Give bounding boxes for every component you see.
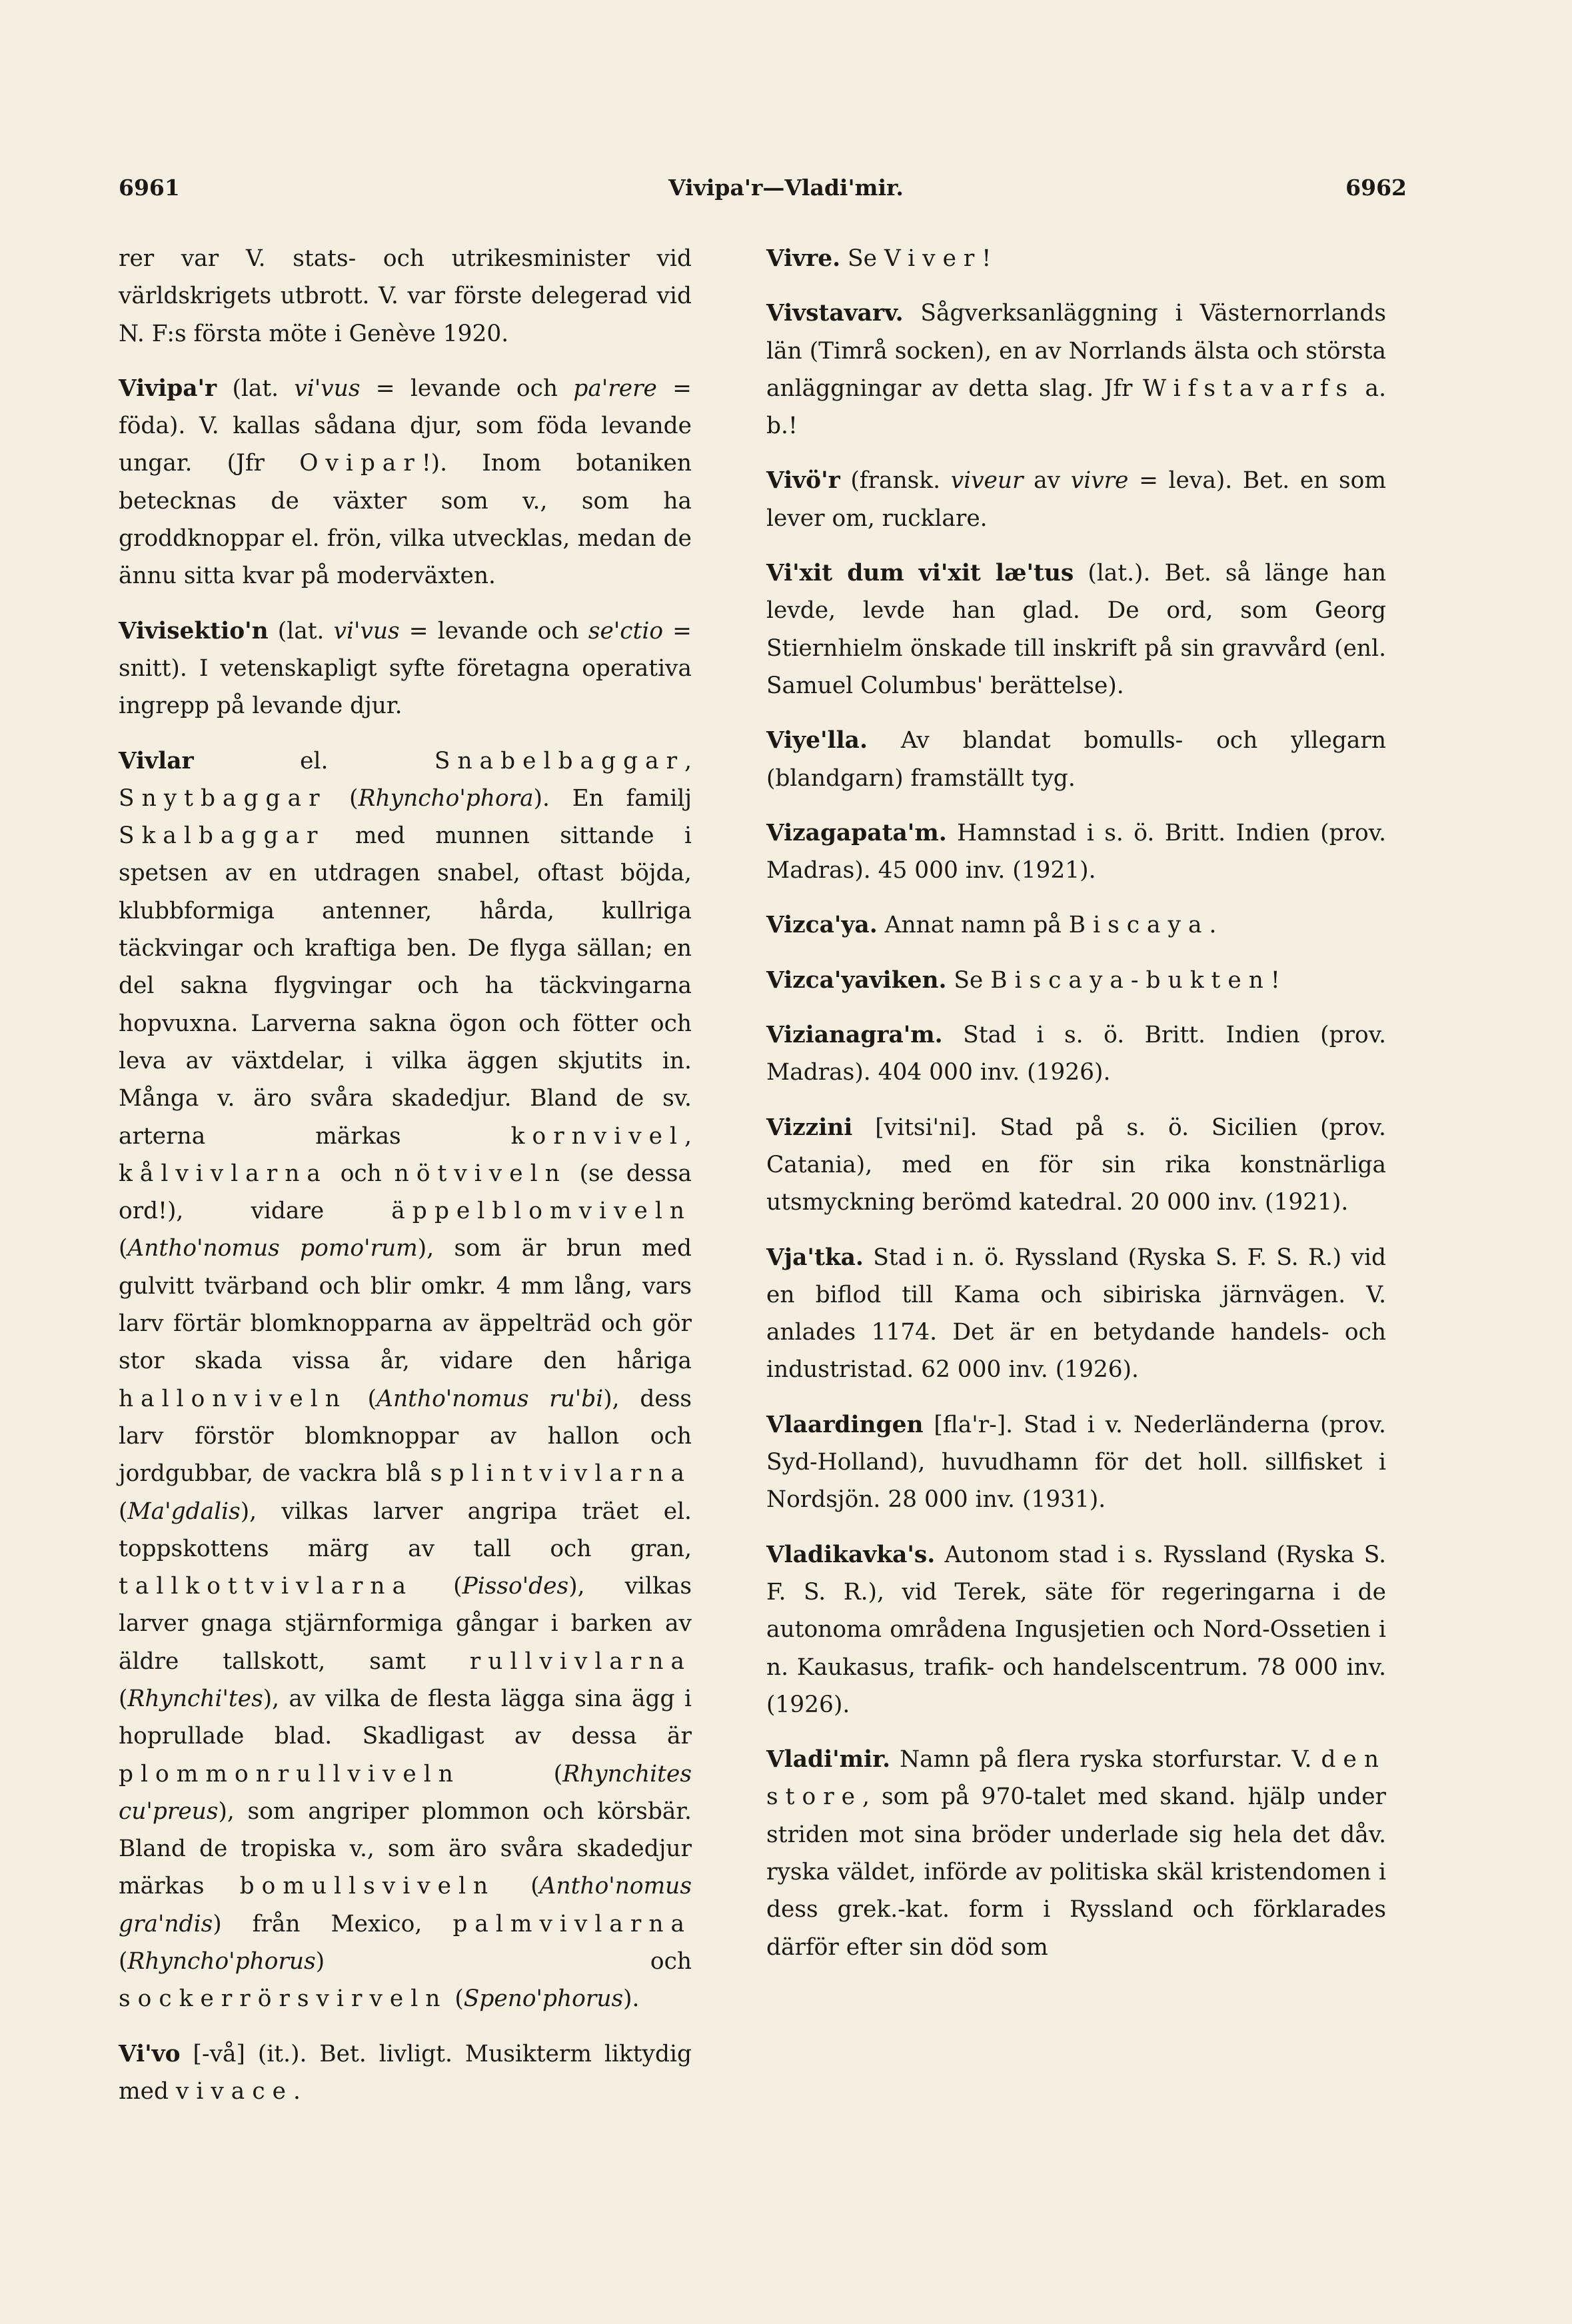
entry-text: !: [982, 245, 992, 272]
entry-text: (: [327, 784, 359, 812]
spaced-term: Snabelbaggar: [434, 747, 685, 774]
italic-term: vi'vus: [294, 375, 361, 402]
spaced-term: Skalbaggar: [119, 822, 325, 850]
entry-headword: Vivipa'r: [119, 375, 217, 402]
entry-headword: Vlaardingen: [766, 1411, 924, 1438]
left-column: [119, 240, 692, 2127]
entry-text: (: [460, 1760, 563, 1787]
italic-term: Rhyncho'phora: [358, 784, 534, 812]
spaced-term: kålvivlarna: [119, 1160, 328, 1187]
entry-headword: Viye'lla.: [766, 727, 868, 754]
entry-text: (: [495, 1873, 540, 1900]
entry-text: (: [413, 1573, 462, 1600]
dictionary-entry: [766, 722, 1386, 797]
italic-term: Rhynchites cu'preus: [119, 1760, 692, 1825]
spaced-term: tallkottvivlarna: [119, 1573, 414, 1600]
italic-term: Rhyncho'phorus: [127, 1948, 316, 1975]
entry-text: a. b.!: [766, 375, 1386, 440]
entry-headword: Vi'xit dum vi'xit læ'tus: [766, 560, 1074, 587]
dictionary-entry: [766, 555, 1386, 704]
entry-headword: Vi'vo: [119, 2040, 181, 2067]
entry-headword: Vivstavarv.: [766, 300, 904, 327]
italic-term: Rhynchi'tes: [127, 1685, 263, 1712]
spaced-term: Biscaya-bukten: [990, 966, 1271, 994]
italic-term: Antho'nomus gra'ndis: [119, 1873, 692, 1937]
dictionary-entry: [766, 1536, 1386, 1724]
entry-text: Stad i s. ö. Britt. Indien (prov. Madras). 404 000 inv. (1926).: [766, 1022, 1386, 1086]
entry-text: (: [119, 1948, 128, 1975]
dictionary-entry: [119, 742, 692, 2018]
italic-term: se'ctio: [588, 617, 664, 644]
entry-text: (: [447, 1985, 464, 2013]
entry-text: [fla'r-]. Stad i v. Nederländerna (prov. Syd-Holland), huvudhamn för det holl. sillfisket i Nordsjön. 28 000 inv. (1931).: [766, 1411, 1386, 1514]
italic-term: viveur: [950, 467, 1024, 495]
entry-text: !). Inom botaniken betecknas de växter som v., som ha groddknoppar el. frön, vilka utvecklas, medan de ännu sitta kvar på moderväxten.: [119, 450, 692, 590]
right-column: [766, 240, 1386, 1983]
italic-term: Ma'gdalis: [127, 1498, 241, 1525]
dictionary-entry: [119, 240, 692, 353]
entry-text: ), som är brun med gulvitt tvärband och blir omkr. 4 mm lång, vars larv förtär blomknopparna av äppelträd och gör stor skada vissa år, vidare den håriga: [119, 1235, 692, 1375]
spaced-term: den store: [766, 1746, 1386, 1811]
entry-headword: Vladikavka's.: [766, 1541, 936, 1568]
page-header: [0, 175, 1572, 208]
entry-text: = levande och: [360, 375, 574, 402]
entry-text: (lat.: [268, 617, 334, 644]
entry-text: ) från Mexico,: [213, 1910, 453, 1937]
entry-text: !: [1270, 966, 1280, 994]
page-number-left: 6961: [119, 175, 180, 201]
spaced-term: bomullsviveln: [239, 1873, 496, 1900]
entry-text: Se: [840, 245, 884, 272]
entry-text: el.: [193, 747, 434, 774]
spaced-term: äppelblomviveln: [391, 1198, 692, 1225]
entry-text: (lat.). Bet. så länge han levde, levde han glad. De ord, som Georg Stiernhielm önskade till inskrift på sin gravvård (enl. Samuel Columbus' berättelse).: [766, 560, 1386, 699]
dictionary-entry: [766, 962, 1386, 999]
spaced-term: vivace: [175, 2077, 293, 2105]
spaced-term: sockerrörsvirveln: [119, 1985, 448, 2013]
entry-text: ) och: [315, 1948, 692, 1975]
entry-text: Annat namn på: [877, 912, 1069, 939]
entry-text: = levande och: [399, 617, 588, 644]
entry-headword: Vizianagra'm.: [766, 1022, 943, 1049]
spaced-term: Biscaya: [1068, 912, 1209, 939]
entry-text: .: [1209, 912, 1217, 939]
entry-text: (fransk.: [840, 467, 951, 495]
entry-headword: Vizzini: [766, 1114, 853, 1141]
spaced-term: hallonviveln: [119, 1385, 347, 1412]
italic-term: Antho'nomus pomo'rum: [127, 1235, 418, 1262]
dictionary-entry: [119, 370, 692, 595]
entry-text: ,: [684, 747, 692, 774]
entry-headword: Vizca'ya.: [766, 912, 878, 939]
italic-term: vivre: [1070, 467, 1129, 495]
entry-text: , som på 970-talet med skand. hjälp under striden mot sina bröder underlade sig hela det dåv. ryska väldet, införde av politiska skäl kristendomen i dess grek.-kat. form i Ryssland och förklarades därför efter sin död som: [766, 1783, 1386, 1961]
italic-term: vi'vus: [333, 617, 400, 644]
entry-text: Stad i n. ö. Ryssland (Ryska S. F. S. R.) vid en biflod till Kama och sibiriska järnvägen. V. anlades 1174. Det är en betydande handels- och industristad. 62 000 inv. (1926).: [766, 1244, 1386, 1384]
spaced-term: plommonrullviveln: [119, 1760, 460, 1787]
dictionary-entry: [119, 2035, 692, 2111]
italic-term: Antho'nomus ru'bi: [377, 1385, 604, 1412]
dictionary-entry: [119, 612, 692, 725]
entry-text: Autonom stad i s. Ryssland (Ryska S. F. S. R.), vid Terek, säte för regeringarna i de autonoma områdena Ingusjetien och Nord-Ossetien i n. Kaukasus, trafik- och handelscentrum. 78 000 inv. (1926).: [766, 1541, 1386, 1718]
entry-text: Sågverksanläggning i Västernorrlands län (Timrå socken), en av Norrlands älsta och största anläggningar av detta slag. Jfr: [766, 300, 1386, 402]
italic-term: Speno'phorus: [463, 1985, 624, 2013]
dictionary-entry: [766, 295, 1386, 445]
spaced-term: Ovipar: [299, 450, 422, 477]
entry-text: (lat.: [217, 375, 295, 402]
spaced-term: rullvivlarna: [469, 1648, 692, 1675]
spaced-term: Wifstavarfs: [1142, 375, 1355, 402]
entry-headword: Vladi'mir.: [766, 1746, 891, 1773]
entry-headword: Vivlar: [119, 747, 194, 774]
entry-text: Av blandat bomulls- och yllegarn (blandgarn) framställt tyg.: [766, 727, 1386, 792]
italic-term: Pisso'des: [462, 1573, 569, 1600]
entry-headword: Vivisektio'n: [119, 617, 269, 644]
entry-text: (: [347, 1385, 377, 1412]
spaced-term: splintvivlarna: [430, 1460, 692, 1488]
dictionary-entry: [766, 1239, 1386, 1389]
entry-text: = snitt). I vetenskapligt syfte företagna operativa ingrepp på levande djur.: [119, 617, 692, 720]
dictionary-entry: [766, 1109, 1386, 1222]
entry-text: [-vå] (it.). Bet. livligt. Musikterm liktydig med: [119, 2040, 692, 2105]
spaced-term: kornvivel: [510, 1122, 685, 1150]
dictionary-entry: [766, 1406, 1386, 1519]
spaced-term: Snytbaggar: [119, 784, 327, 812]
entry-headword: Vizca'yaviken.: [766, 966, 947, 994]
spaced-term: Viver: [884, 245, 982, 272]
entry-text: Se: [946, 966, 991, 994]
entry-headword: Vivre.: [766, 245, 841, 272]
entry-text: rer var V. stats- och utrikesminister vid världskrigets utbrott. V. var förste delegerad vid N. F:s första möte i Genève 1920.: [119, 245, 692, 347]
entry-text: ). En familj: [533, 784, 692, 812]
entry-text: av: [1023, 467, 1071, 495]
entry-text: ), av vilka de flesta lägga sina ägg i hoprullade blad. Skadligast av dessa är: [119, 1685, 692, 1750]
entry-text: Namn på flera ryska storfurstar. V.: [890, 1746, 1321, 1773]
entry-text: .: [293, 2077, 301, 2105]
entry-text: (: [119, 1498, 128, 1525]
entry-text: ,: [684, 1122, 692, 1150]
entry-text: ), som angriper plommon och körsbär. Bland de tropiska v., som äro svåra skadedjur märkas: [119, 1797, 692, 1900]
entry-headword: Vizagapata'm.: [766, 819, 947, 846]
dictionary-entry: [766, 1741, 1386, 1966]
page-number-right: 6962: [1345, 175, 1407, 201]
entry-text: med munnen sittande i spetsen av en utdragen snabel, oftast böjda, klubbformiga antenner, hårda, kullriga täckvingar och kraftiga ben. De flyga sällan; en del sakna flygvingar och ha täckvingarna hopvuxna. Larverna sakna ögon och fötter och leva av växtdelar, i vilka äggen skjutits in. Många v. äro svåra skadedjur. Bland de sv. arterna märkas: [119, 822, 692, 1150]
dictionary-entry: [766, 240, 1386, 277]
entry-text: ), vilkas larver gnaga stjärnformiga gångar i barken av äldre tallskott, samt: [119, 1573, 692, 1675]
entry-text: = föda). V. kallas sådana djur, som föda levande ungar. (Jfr: [119, 375, 692, 477]
dictionary-entry: [766, 462, 1386, 537]
entry-text: ), dess larv förstör blomknoppar av hallon och jordgubbar, de vackra blå: [119, 1385, 692, 1488]
entry-headword: Vivö'r: [766, 467, 840, 495]
entry-text: (: [119, 1685, 128, 1712]
entry-text: [vitsi'ni]. Stad på s. ö. Sicilien (prov. Catania), med en för sin rika konstnärliga utsmyckning berömd katedral. 20 000 inv. (1921).: [766, 1114, 1386, 1216]
entry-text: (se dessa ord!), vidare: [119, 1160, 692, 1225]
spaced-term: nötviveln: [394, 1160, 567, 1187]
entry-text: (: [119, 1235, 128, 1262]
dictionary-entry: [766, 906, 1386, 944]
entry-text: och: [327, 1160, 394, 1187]
entry-headword: Vja'tka.: [766, 1244, 864, 1271]
entry-text: ).: [623, 1985, 640, 2013]
entry-text: Hamnstad i s. ö. Britt. Indien (prov. Madras). 45 000 inv. (1921).: [766, 819, 1386, 884]
running-head: Vivipa'r—Vladi'mir.: [668, 175, 904, 201]
italic-term: pa'rere: [573, 375, 657, 402]
entry-text: ), vilkas larver angripa träet el. toppskottens märg av tall och gran,: [119, 1498, 692, 1562]
spaced-term: palmvivlarna: [452, 1910, 692, 1937]
dictionary-entry: [766, 814, 1386, 890]
entry-text: = leva). Bet. en som lever om, rucklare.: [766, 467, 1386, 532]
dictionary-entry: [766, 1016, 1386, 1092]
